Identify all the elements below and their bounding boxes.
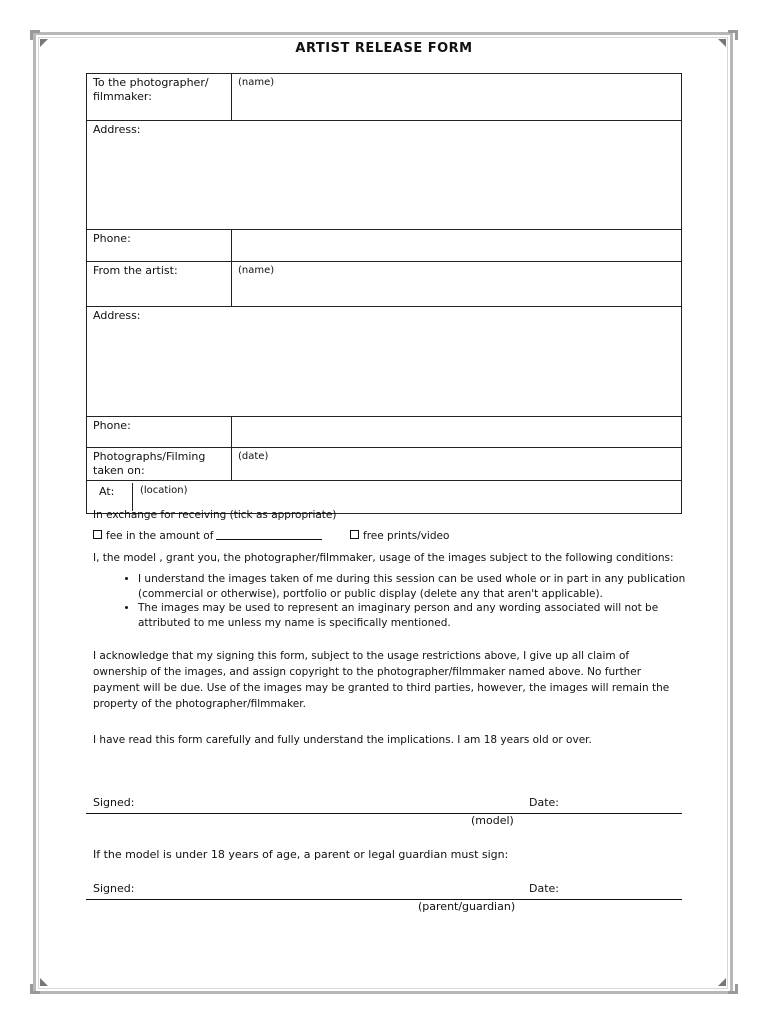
photographer-address-row <box>87 121 682 230</box>
details-table <box>86 73 682 514</box>
photographer-label: To the photographer/ filmmaker: <box>87 74 232 121</box>
address-label: Address: <box>93 309 141 322</box>
artist-address-row <box>87 307 682 417</box>
model-caption: (model) <box>471 814 514 827</box>
condition-item: • I understand the images taken of me during this session can be used whole or in part in any publication (commercial or otherwise), portfolio or public display (delete any that aren't applicable). <box>138 572 708 601</box>
conditions-list <box>100 572 708 630</box>
name-hint: (name) <box>238 265 275 276</box>
fee-label: fee in the amount of <box>106 530 214 542</box>
prints-option <box>350 529 449 544</box>
location-field[interactable] <box>133 483 194 511</box>
artist-name-field[interactable] <box>232 262 682 307</box>
taken-on-label: Photographs/Filming taken on: <box>87 448 232 481</box>
frame-tick <box>735 984 738 994</box>
frame-tick <box>30 30 33 40</box>
grant-text: I, the model , grant you, the photographer/filmmaker, usage of the images subject to the following conditions: <box>93 552 674 564</box>
artist-label: From the artist: <box>87 262 232 307</box>
page-title: ARTIST RELEASE FORM <box>295 41 473 56</box>
taken-on-row <box>87 448 682 481</box>
guardian-caption: (parent/guardian) <box>418 900 516 913</box>
photographer-row <box>87 74 682 121</box>
model-signed-label: Signed: <box>93 796 135 809</box>
minor-text: If the model is under 18 years of age, a parent or legal guardian must sign: <box>93 848 509 861</box>
corner-ornament-bottom-right <box>718 978 726 986</box>
photographer-phone-row <box>87 230 682 262</box>
phone-label: Phone: <box>87 230 232 262</box>
frame-tick <box>30 984 33 994</box>
address-label: Address: <box>93 123 141 136</box>
frame-tick <box>735 30 738 40</box>
name-hint: (name) <box>238 77 275 88</box>
artist-phone-field[interactable] <box>232 417 682 448</box>
artist-address-field[interactable] <box>87 307 682 417</box>
exchange-intro: In exchange for receiving (tick as appropriate) <box>93 509 337 521</box>
model-date-label: Date: <box>529 796 559 809</box>
artist-row <box>87 262 682 307</box>
condition-item: • The images may be used to represent an imaginary person and any wording associated will not be attributed to me unless my name is specifically mentioned. <box>138 601 708 630</box>
corner-ornament-bottom-left <box>40 978 48 986</box>
artist-phone-row <box>87 417 682 448</box>
location-hint: (location) <box>140 485 188 496</box>
phone-label: Phone: <box>87 417 232 448</box>
guardian-signed-label: Signed: <box>93 882 135 895</box>
date-hint: (date) <box>238 451 269 462</box>
read-text: I have read this form carefully and fully understand the implications. I am 18 years old or over. <box>93 734 592 746</box>
photographer-address-field[interactable] <box>87 121 682 230</box>
fee-amount-line[interactable] <box>216 529 322 540</box>
fee-checkbox[interactable] <box>93 530 102 539</box>
prints-checkbox[interactable] <box>350 530 359 539</box>
model-signature-line[interactable] <box>86 813 682 814</box>
photographer-phone-field[interactable] <box>232 230 682 262</box>
guardian-date-label: Date: <box>529 882 559 895</box>
taken-on-date-field[interactable] <box>232 448 682 481</box>
acknowledge-text: I acknowledge that my signing this form, subject to the usage restrictions above, I give up all claim of ownership of the images, and assign copyright to the photographer/filmmaker named above. No further payment will be due. Use of the images may be granted to third parties, however, the images will remain the property of the photographer/filmmaker. <box>93 650 670 710</box>
prints-label: free prints/video <box>363 530 450 542</box>
fee-option <box>93 529 322 544</box>
guardian-signature-line[interactable] <box>86 899 682 900</box>
at-label: At: <box>93 483 133 511</box>
photographer-name-field[interactable] <box>232 74 682 121</box>
